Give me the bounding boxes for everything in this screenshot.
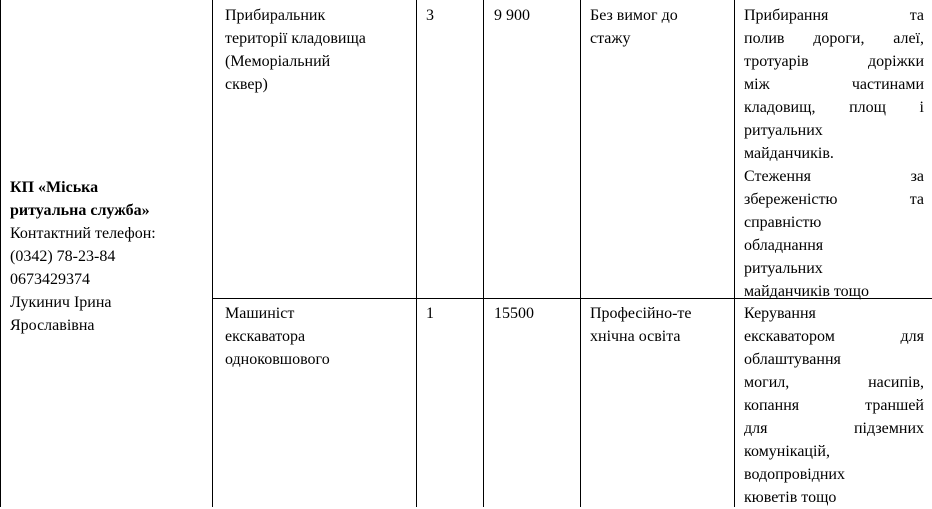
duties-text: справністю	[744, 214, 822, 231]
position-cell	[225, 4, 410, 96]
duties-text: обладнання	[744, 237, 824, 254]
duties-text: Стеження за	[744, 168, 924, 185]
duties-text: могил, насипів,	[744, 374, 924, 391]
position-cell	[225, 302, 410, 371]
position-title: Машиніст	[225, 305, 295, 322]
requirements-cell	[590, 302, 730, 348]
salary-value: 9 900	[494, 7, 530, 24]
duties-text: кюветів тощо	[744, 489, 837, 506]
vacancy-count: 1	[426, 305, 434, 322]
duties-text: копання траншей	[744, 397, 924, 414]
requirements-text: Професійно-те	[590, 305, 692, 322]
duties-text: екскаватором для	[744, 328, 924, 345]
duties-text: кладовищ, площ і	[744, 99, 924, 116]
requirements-text: хнічна освіта	[590, 328, 681, 345]
table-border-left	[0, 0, 1, 507]
organization-name: КП «Міська	[10, 179, 99, 196]
duties-text: Прибирання та	[744, 7, 924, 24]
duties-text: тротуарів доріжки	[744, 53, 924, 70]
position-title: Прибиральник	[225, 7, 326, 24]
requirements-text: Без вимог до	[590, 7, 678, 24]
column-divider	[416, 0, 417, 507]
duties-text: водопровідних	[744, 466, 845, 483]
organization-name: ритуальна служба»	[10, 202, 150, 219]
duties-text: майданчиків тощо	[744, 283, 869, 300]
duties-text: ритуальних	[744, 260, 823, 277]
duties-text: ритуальних	[744, 122, 823, 139]
phone-number: (0342) 78-23-84	[10, 248, 116, 265]
salary-value: 15500	[494, 305, 534, 322]
duties-text: майданчиків.	[744, 145, 834, 162]
organization-cell	[10, 176, 206, 337]
duties-cell	[744, 4, 924, 303]
requirements-cell	[590, 4, 730, 50]
column-divider	[580, 0, 581, 507]
column-divider	[212, 0, 213, 507]
duties-text: збереженістю та	[744, 191, 924, 208]
requirements-text: стажу	[590, 30, 631, 47]
duties-text: між частинами	[744, 76, 924, 93]
position-title: сквер)	[225, 76, 268, 93]
duties-text: комунікацій,	[744, 443, 830, 460]
position-title: екскаватора	[225, 328, 306, 345]
contact-person: Ярославівна	[10, 317, 95, 334]
position-title: одноковшового	[225, 351, 330, 368]
phone-number: 0673429374	[10, 271, 90, 288]
position-title: (Меморіальний	[225, 53, 331, 70]
duties-text: облаштування	[744, 351, 841, 368]
duties-text: для підземних	[744, 420, 924, 437]
duties-text: Керування	[744, 305, 816, 322]
phone-label: Контактний телефон:	[10, 225, 156, 242]
duties-cell	[744, 302, 924, 509]
contact-person: Лукинич Ірина	[10, 294, 112, 311]
duties-text: полив дороги, алеї,	[744, 30, 924, 47]
position-title: території кладовища	[225, 30, 366, 47]
column-divider	[734, 0, 735, 507]
column-divider	[483, 0, 484, 507]
vacancy-count: 3	[426, 7, 434, 24]
